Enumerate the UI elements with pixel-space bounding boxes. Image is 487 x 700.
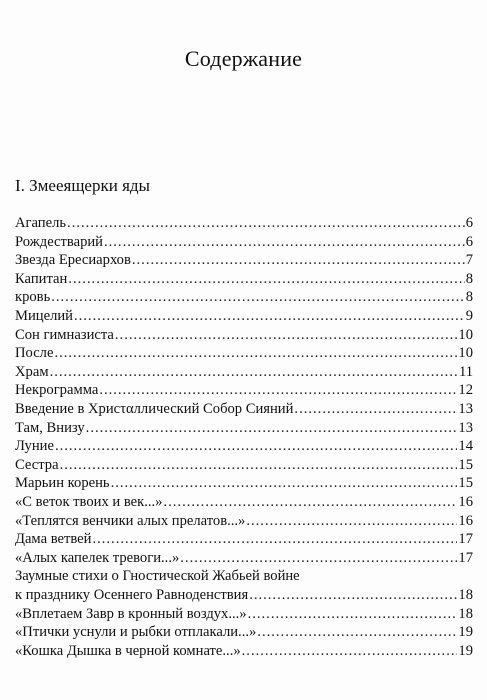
toc-entry [15,381,473,400]
toc-entry-title: Мицелий [15,307,73,324]
dot-leader [163,493,457,512]
toc-entry [15,363,473,382]
toc-entry-page: 18 [458,587,473,604]
toc-entry-title: «Кошка Дышка в черной комнате...» [15,643,241,660]
toc-entry [15,344,473,363]
toc-entry-page: 7 [465,252,473,269]
dot-leader [86,419,458,438]
toc-entry [15,307,473,326]
dot-leader [55,437,457,456]
toc-entry-page: 11 [458,363,473,380]
toc-entry-title: Храм [15,363,49,380]
toc-entry [15,456,473,475]
dot-leader [50,363,458,382]
section-heading: I. Змееящерки яды [15,176,150,195]
toc-entry [15,623,473,642]
toc-entry [15,270,473,289]
toc-entry [15,493,473,512]
toc-entry [15,549,473,568]
toc-entry-page: 6 [465,215,473,231]
toc-entry-page: 9 [465,307,473,324]
toc-entry [15,437,473,456]
toc-entry [15,586,473,605]
toc-entry-title: Луние [15,438,54,455]
toc-entry [15,605,473,624]
toc-entry-page: 16 [458,493,473,510]
toc-entry-title: «Птички уснули и рыбки отплакали...» [15,624,257,641]
toc-entry-page: 14 [458,438,473,455]
dot-leader [67,214,465,233]
toc-entry-page: 16 [458,512,473,529]
toc-entry-title: Некрограмма [15,382,99,399]
toc-entry [15,326,473,345]
dot-leader [294,400,457,419]
dot-leader [51,288,464,307]
toc-entry-title: Сон гимназиста [15,326,114,343]
toc-entry-title: кровь [15,289,51,306]
dot-leader [115,326,458,345]
toc-entry-title: После [15,345,54,362]
toc-entry-title: Введение в Хрисταллический Собор Сияний [15,400,294,417]
toc-entry-title: Марьин корень [15,475,110,492]
toc-entry-title: Дама ветвей [15,531,92,548]
table-of-contents [15,214,473,661]
dot-leader [54,344,457,363]
toc-entry-page: 8 [465,270,473,287]
dot-leader [249,586,457,605]
toc-entry-title: Сестра [15,456,59,473]
toc-entry-title: «Алых капелек тревоги...» [15,549,180,566]
toc-entry-page: 19 [458,643,473,660]
dot-leader [257,623,457,642]
toc-entry-title: Рождестварий [15,233,103,250]
toc-entry [15,214,473,233]
dot-leader [180,549,457,568]
dot-leader [132,251,465,270]
toc-entry-page: 18 [458,605,473,622]
toc-entry-title: Агапель [15,215,67,231]
toc-entry-title: к празднику Осеннего Равноденствия [15,587,249,604]
toc-entry [15,474,473,493]
toc-entry [15,400,473,419]
dot-leader [92,530,457,549]
toc-entry [15,233,473,252]
dot-leader [99,381,457,400]
toc-entry-title: Там, Внизу [15,419,85,436]
dot-leader [242,642,458,661]
toc-entry [15,512,473,531]
toc-entry [15,251,473,270]
toc-entry-page: 15 [458,456,473,473]
toc-entry-page: 12 [458,382,473,399]
toc-entry [15,530,473,549]
dot-leader [248,605,458,624]
dot-leader [74,307,465,326]
dot-leader [104,233,465,252]
toc-entry-page: 6 [465,233,473,250]
toc-entry [15,642,473,661]
dot-leader [111,474,458,493]
toc-entry-page: 19 [458,624,473,641]
dot-leader [246,512,457,531]
toc-entry-page: 17 [458,549,473,566]
page-title: Содержание [184,46,303,71]
toc-entry-page: 13 [458,419,473,436]
toc-entry-title: «Теплятся венчики алых прелатов...» [15,512,246,529]
dot-leader [60,456,458,475]
toc-entry [15,288,473,307]
toc-entry-title: Капитан [15,270,68,287]
dot-leader [68,270,464,289]
toc-entry-page: 8 [465,289,473,306]
toc-entry-page: 13 [458,400,473,417]
toc-entry [15,419,473,438]
toc-entry-title: Звезда Ересиархов [15,252,131,269]
toc-entry-page: 10 [458,326,473,343]
toc-entry-page: 10 [458,345,473,362]
toc-entry-page: 17 [458,531,473,548]
toc-entry-title: «Вплетаем Завр в кронный воздух...» [15,605,247,622]
toc-entry-title: «С веток твоих и век...» [15,493,163,510]
toc-entry-title: Заумные стихи о Гностической Жабьей войне [15,568,300,585]
toc-entry [15,567,473,586]
toc-entry-page: 15 [458,475,473,492]
